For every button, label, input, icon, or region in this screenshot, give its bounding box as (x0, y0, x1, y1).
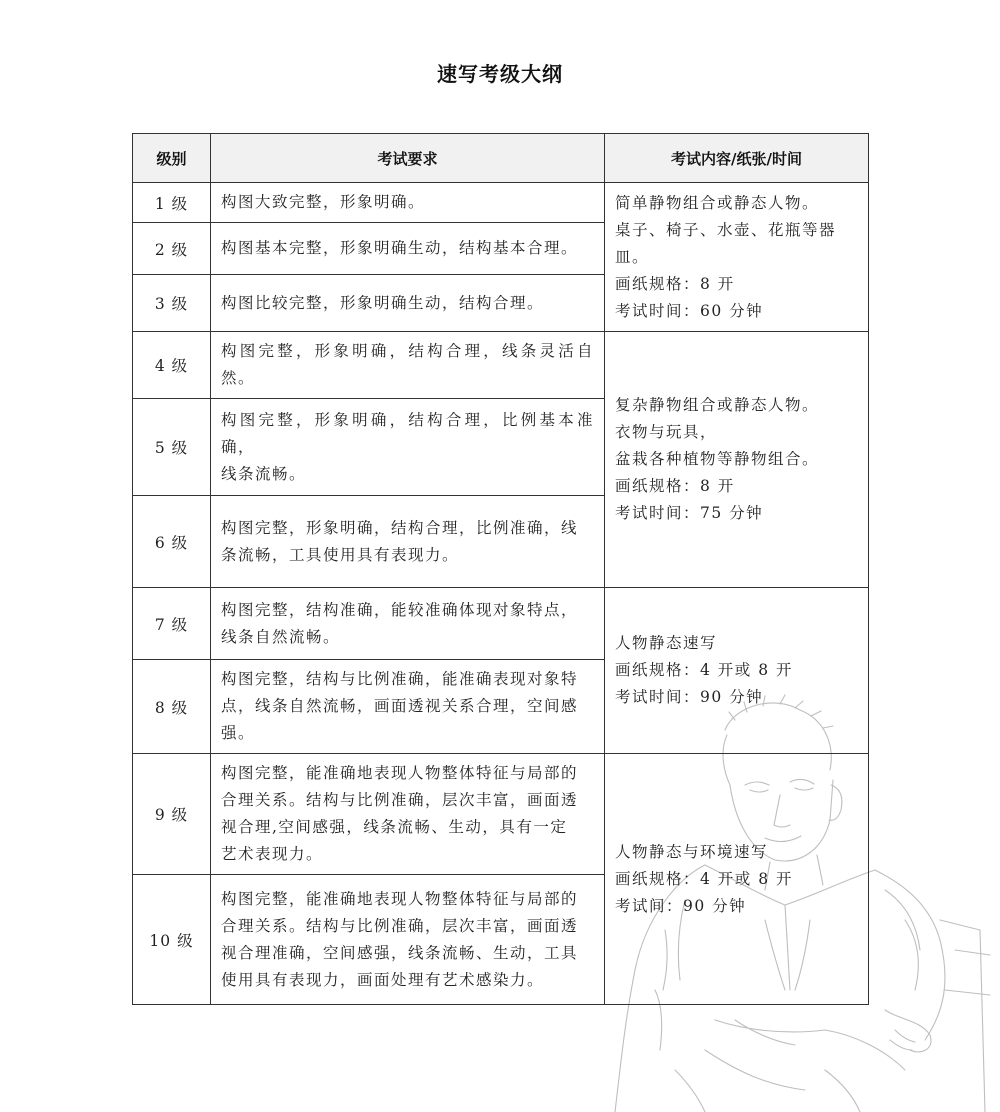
header-content: 考试内容/纸张/时间 (605, 134, 869, 183)
level-cell: 2 级 (133, 223, 211, 275)
content-group-1: 简单静物组合或静态人物。 桌子、椅子、水壶、花瓶等器皿。 画纸规格：8 开 考试时间：60 分钟 (605, 183, 869, 332)
level-cell: 7 级 (133, 588, 211, 660)
level-cell: 8 级 (133, 660, 211, 754)
level-cell: 1 级 (133, 183, 211, 223)
header-requirement: 考试要求 (211, 134, 605, 183)
requirement-cell: 构图完整，能准确地表现人物整体特征与局部的 合理关系。结构与比例准确，层次丰富，画面透 视合理准确，空间感强，线条流畅、生动，工具 使用具有表现力，画面处理有艺术感染力。 (211, 875, 605, 1005)
requirement-cell: 构图比较完整，形象明确生动，结构合理。 (211, 275, 605, 332)
requirement-cell: 构图大致完整，形象明确。 (211, 183, 605, 223)
content-group-4: 人物静态与环境速写 画纸规格：4 开或 8 开 考试间：90 分钟 (605, 754, 869, 1005)
requirement-cell: 构图完整，形象明确，结构合理，比例准确，线 条流畅，工具使用具有表现力。 (211, 496, 605, 588)
syllabus-table (132, 133, 869, 1005)
requirement-cell: 构图完整，结构准确，能较准确体现对象特点， 线条自然流畅。 (211, 588, 605, 660)
table-row-level-7 (133, 588, 869, 660)
level-cell: 9 级 (133, 754, 211, 875)
level-cell: 10 级 (133, 875, 211, 1005)
page-title: 速写考级大纲 (437, 62, 563, 86)
content-group-3: 人物静态速写 画纸规格：4 开或 8 开 考试时间：90 分钟 (605, 588, 869, 754)
table-header-row (133, 134, 869, 183)
table-row-level-1 (133, 183, 869, 223)
requirement-cell: 构图完整，能准确地表现人物整体特征与局部的 合理关系。结构与比例准确，层次丰富，画面透 视合理,空间感强，线条流畅、生动，具有一定 艺术表现力。 (211, 754, 605, 875)
requirement-cell: 构图完整，结构与比例准确，能准确表现对象特 点，线条自然流畅，画面透视关系合理，空间感 强。 (211, 660, 605, 754)
level-cell: 5 级 (133, 399, 211, 496)
level-cell: 4 级 (133, 332, 211, 399)
requirement-cell: 构图基本完整，形象明确生动，结构基本合理。 (211, 223, 605, 275)
requirement-cell: 构图完整，形象明确，结构合理，线条灵活自然。 (211, 332, 605, 399)
level-cell: 3 级 (133, 275, 211, 332)
level-cell: 6 级 (133, 496, 211, 588)
requirement-cell: 构图完整，形象明确，结构合理，比例基本准确， 线条流畅。 (211, 399, 605, 496)
content-group-2: 复杂静物组合或静态人物。 衣物与玩具， 盆栽各种植物等静物组合。 画纸规格：8 开 考试时间：75 分钟 (605, 332, 869, 588)
table-row-level-9 (133, 754, 869, 875)
header-level: 级别 (133, 134, 211, 183)
table-row-level-4 (133, 332, 869, 399)
